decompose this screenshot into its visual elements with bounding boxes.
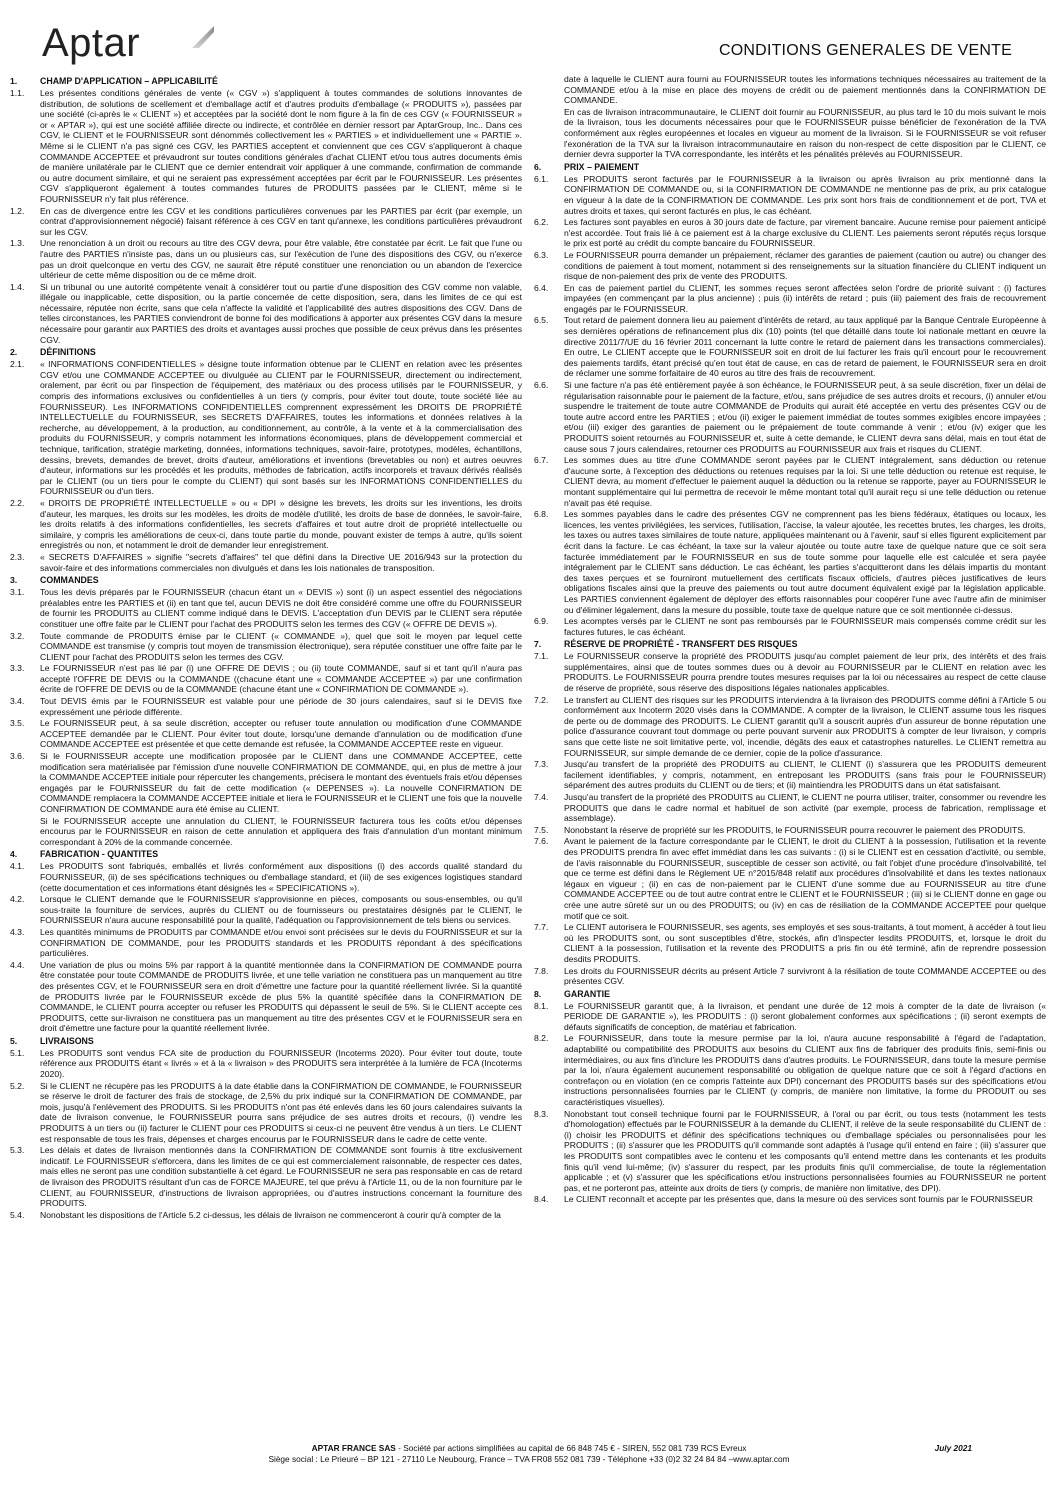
- clause: [10, 960, 522, 1034]
- clause-number: 6.5.: [534, 315, 549, 326]
- clause-text: Les PRODUITS sont fabriqués, emballés et livrés conformément aux dispositions (i) des accords qualité standard du FOURNISSEUR, (ii) de ses spécifications techniques ou d'emballage standard, et (iii) de ses exigences logistiques standard (cette documentation et ces informations étant désignés les « SPECIFICATIONS »).: [40, 861, 522, 893]
- clause-text: Si le FOURNISSEUR accepte une modification proposée par le CLIENT dans une COMMANDE ACCEPTEE, cette modification sera matérialisée par l'émission d'une nouvelle CONFIRMATION DE COMMANDE, qui, en plus de mettre à jour la COMMANDE ACCEPTEE initiale pour répercuter les changements, précisera le montant des éventuels frais et/ou dépenses engagés par le FOURNISSEUR du fait de cette modification (« DEPENSES »). La nouvelle CONFIRMATION DE COMMANDE remplacera la COMMANDE ACCEPTEE initiale et liera le FOURNISSEUR et le CLIENT une fois que la nouvelle CONFIRMATION DE COMMANDE aura été émise au CLIENT.: [40, 751, 522, 814]
- clause: [534, 380, 1046, 454]
- clause-number: 5.: [10, 1035, 18, 1046]
- clause-text: Le transfert au CLIENT des risques sur les PRODUITS interviendra à la livraison des PRODUITS comme défini à l'Article 5 ou conformément aux Incoterm 2020 visés dans la COMMANDE. A compter de la livraison, le CLIENT assume tous les risques de perte ou de dommage des PRODUITS. Le CLIENT garantit qu'il a souscrit auprès d'un assureur de bonne réputation une police d'assurance couvrant tout dommage ou perte pouvant survenir aux PRODUITS à compter de leur livraison, y compris sans que cette liste ne soit limitative perte, vol, incendie, dégâts des eaux et catastrophes naturelles. Le CLIENT remettra au FOURNISSEUR, sur simple demande de ce dernier, copie de la police d'assurance.: [564, 694, 1046, 758]
- clause-text: Nonobstant les dispositions de l'Article 5.2 ci-dessus, les délais de livraison ne commenceront à courir qu'à compter de la: [40, 1209, 501, 1220]
- clause-number: 6.4.: [534, 282, 549, 293]
- clause: [10, 238, 522, 280]
- clause-text: Si le CLIENT ne récupère pas les PRODUITS à la date établie dans la CONFIRMATION DE COMMANDE, le FOURNISSEUR se réserve le droit de facturer des frais de stockage, de 2,5% du prix indiqué sur la CONFIRMATION DE COMMANDE, par mois, jusqu'à l'enlèvement des PRODUITS. Si les PRODUITS n'ont pas été enlevés dans les 60 jours calendaires suivants la date de livraison convenue, le FOURNISSEUR pourra sans préjudice de ses autres droits et recours, (i) vendre les PRODUITS à un tiers ou (ii) facturer le CLIENT pour ces PRODUITS si ceux-ci ne peuvent être vendus à un tiers. Le CLIENT est responsable de tous les frais, dépenses et charges encourus par le FOURNISSEUR dans le cadre de cette vente.: [40, 1080, 522, 1144]
- clause-number: 8.: [534, 988, 542, 999]
- clause-number: 6.2.: [534, 217, 549, 228]
- clause-number: 1.4.: [10, 281, 25, 292]
- clause-number: 6.3.: [534, 249, 549, 260]
- clause-text: Les acomptes versés par le CLIENT ne sont pas remboursés par le FOURNISSEUR mais compensés comme crédit sur les factures futures, le cas échéant.: [564, 616, 1046, 637]
- clause: [534, 825, 1046, 836]
- clause-text: Une renonciation à un droit ou recours au titre des CGV devra, pour être valable, être constatée par écrit. Le fait que l'une ou l'autre des PARTIES n'insiste pas, dans un ou plusieurs cas, sur l'exécution de l'une des dispositions des CGV, ou n'exerce pas un droit quelconque en vertu des CGV, ne saurait être réputé constituer une renonciation ou un abandon de l'exercice ultérieur de cette même disposition ou de ce même droit.: [40, 238, 522, 281]
- body-columns: [10, 74, 1046, 1424]
- clause-number: 3.1.: [10, 587, 25, 598]
- clause: [10, 206, 522, 238]
- clause: [534, 74, 1046, 106]
- clause-text: En cas de paiement partiel du CLIENT, les sommes reçues seront affectées selon l'ordre de priorité suivant : (i) factures impayées (en commençant par la plus ancienne) ; puis (ii) intérêts de retard ; puis (iii) paiement des frais de recouvrement engagés par le FOURNISSEUR.: [564, 282, 1046, 314]
- clause-number: 6.6.: [534, 380, 549, 391]
- clause: [10, 587, 522, 629]
- clause-text: Le CLIENT autorisera le FOURNISSEUR, ses agents, ses employés et ses sous-traitants, à tout moment, à accéder à tout lieu où les PRODUITS sont, ou sont susceptibles d'être, stockés, afin d'inspecter lesdits PRODUITS, et, lorsque le droit du CLIENT à la possession, l'utilisation et la revente des PRODUITS a pris fin ou été terminé, afin de reprendre possession desdits PRODUITS.: [564, 922, 1046, 964]
- clause-text: Avant le paiement de la facture correspondante par le CLIENT, le droit du CLIENT à la possession, l'utilisation et la revente des PRODUITS prendra fin avec effet immédiat dans les cas suivants : (i) si le CLIENT est en cessation d'activité, ou semble, de l'avis raisonnable du FOURNISSEUR, susceptible de cesser son activité, ou fait l'objet d'une procédure d'insolvabilité, tel que ce terme est défini dans le Règlement UE n°2015/848 relatif aux procédures d'insolvabilité et dans les textes nationaux légaux en vigueur ; (ii) en cas de non-paiement par le CLIENT d'une somme due au FOURNISSEUR au titre d'une COMMANDE ACCEPTEE ou de tout autre contrat entre le CLIENT et le FOURNISSEUR ; (iii) si le CLIENT donne en gage ou crée une autre sûreté sur un ou des PRODUITS; ou (iv) en cas de résiliation de la COMMANDE ACCEPTEE pour quelque motif que ce soit.: [564, 836, 1046, 921]
- clause: [10, 631, 522, 663]
- clause-number: 7.4.: [534, 792, 549, 802]
- clause-text: Les PRODUITS seront facturés par le FOURNISSEUR à la livraison ou après livraison au prix mentionné dans la CONFIRMATION DE COMMANDE ou, si la CONFIRMATION DE COMMANDE ne mentionne pas de prix, au prix catalogue en vigueur à la date de la CONFIRMATION DE COMMANDE. Les prix sont hors frais de conditionnement et de port, TVA et autres droits et taxes, qui seront facturés en plus, le cas échéant.: [564, 173, 1046, 216]
- clause-text: Lorsque le CLIENT demande que le FOURNISSEUR s'approvisionne en pièces, composants ou sous-ensembles, ou qu'il sous-traite la fourniture de services, auprès du CLIENT ou de fournisseurs ou prestataires désignés par le CLIENT, le FOURNISSEUR n'aura aucune responsabilité pour la qualité, l'adéquation ou l'approvisionnement de tels biens ou services.: [40, 894, 522, 926]
- footer-company: APTAR FRANCE SAS: [311, 1443, 396, 1453]
- clause-text: Le FOURNISSEUR, dans toute la mesure permise par la loi, n'aura aucune responsabilité à l'égard de l'adaptation, adaptabilité ou compatibilité des PRODUITS aux besoins du CLIENT aux fins de fabriquer des produits finis, semi-finis ou intermédiaires, ou aux fins d'inclure les PRODUITS dans d'autres produits. Le FOURNISSEUR, dans toute la mesure permise par la loi, n'aura également aucunement responsabilité ou obligation de quelque nature que ce soit à l'égard d'actions en contrefaçon ou en violation (en ce compris l'atteinte aux DPI) concernant des PRODUITS basés sur des spécifications et/ou instructions personnalisées fournies par le CLIENT (y compris, de manière non limitative, la forme du PRODUIT ou ses caractéristiques visuelles).: [564, 1033, 1046, 1108]
- clause-number: 3.3.: [10, 663, 25, 674]
- clause-text: Les factures sont payables en euros à 30 jours date de facture, par virement bancaire. Aucune remise pour paiement anticipé n'est accordée. Tout frais lié à ce paiement est à la charge exclusive du CLIENT. Les paiements seront réputés reçus lorsque le prix est porté au crédit du compte bancaire du FOURNISSEUR.: [564, 217, 1046, 249]
- clause-number: 4.1.: [10, 861, 25, 872]
- clause-number: 6.1.: [534, 173, 549, 184]
- clause: [10, 927, 522, 959]
- clause-number: 3.: [10, 575, 18, 586]
- clause-number: 2.1.: [10, 359, 25, 370]
- clause-number: 7.: [534, 639, 542, 650]
- clause-number: 5.2.: [10, 1080, 25, 1091]
- clause: [534, 695, 1046, 759]
- clause-text: Si le FOURNISSEUR accepte une annulation du CLIENT, le FOURNISSEUR facturera tous les coûts et/ou dépenses encourus par le FOURNISSEUR en raison de cette annulation et appliquera des frais d'annulation d'un montant minimum correspondant à 20% de la commande concernée.: [40, 815, 522, 847]
- clause: [10, 1210, 522, 1221]
- aptar-logo: [42, 20, 222, 66]
- clause: [534, 1033, 1046, 1107]
- clause: [534, 283, 1046, 315]
- clause-text: Une variation de plus ou moins 5% par rapport à la quantité mentionnée dans la CONFIRMATION DE COMMANDE pourra être constatée pour toute COMMANDE de PRODUITS livrée, et une telle variation ne constituera pas un manquement au titre des présentes CGV, et le FOURNISSEUR sera en droit d'émettre une facture pour la quantité réellement livrée. Si la quantité de PRODUITS livrée par le FOURNISSEUR excède de plus 5% la quantité spécifiée dans la CONFIRMATION DE COMMANDE, le CLIENT pourra accepter ou refuser les PRODUITS qui dépassent le seuil de 5%. Si le CLIENT accepte ces PRODUITS, cette sur-livraison ne constituera pas un manquement au titre des présentes CGV et le FOURNISSEUR sera en droit d'émettre une facture pour la quantité réellement livrée.: [40, 959, 522, 1034]
- section-title: COMMANDES: [40, 575, 99, 586]
- clause-number: 7.2.: [534, 694, 549, 705]
- clause-text: Les présentes conditions générales de vente (« CGV ») s'appliquent à toutes commandes de solutions innovantes de distribution, de solutions de scellement et d'emballage actif et d'autres produits d'emballage (« PRODUITS »), passées par une société (ci-après le « CLIENT ») et acceptées par la société dont le nom figure à la fin de ces CGV (« FOURNISSEUR » or « APTAR »), qui est une société affiliée directe ou indirecte, et contrôlée en dernier ressort par AptarGroup, Inc.. Dans ces CGV, le CLIENT et le FOURNISSEUR sont dénommés collectivement les « PARTIES » et individuellement une « PARTIE ». Même si le CLIENT n'a pas signé ces CGV, les PARTIES acceptent et conviennent que ces CGV s'appliqueront à chaque COMMANDE ACCEPTEE et prévaudront sur toutes conditions générales d'achat CLIENT et/ou tous autres documents émis de manière unilatérale par le CLIENT que ce dernier entendrait voir appliquer à une commande, confirmation de commande ou autre document similaire, et qui ne seraient pas expressément acceptées par écrit par le FOURNISSEUR. Les présentes CGV s'appliqueront également à toutes commandes futures de PRODUITS passées par le CLIENT, même si le FOURNISSEUR n'y fait plus référence.: [40, 88, 522, 204]
- clause: [10, 1145, 522, 1209]
- clause: [534, 966, 1046, 987]
- clause-number: 8.3.: [534, 1108, 549, 1119]
- left-column: [10, 74, 522, 1424]
- clause-number: 2.: [10, 347, 18, 358]
- logo-swoosh-icon: [190, 24, 216, 50]
- clause-number: 1.2.: [10, 205, 25, 216]
- clause-text: Les sommes payables dans le cadre des présentes CGV ne comprennent pas les biens fédéraux, étatiques ou locaux, les licences, les ventes privilégiées, les services, l'utilisation, l'accise, la valeur ajoutée, les recettes brutes, les charges, les droits, les taxes ou autres taxes similaires de toute nature, appliquées maintenant ou à l'avenir, sauf si elles figurent explicitement par écrit dans la facture. Le cas échéant, la taxe sur la valeur ajoutée ou toute autre taxe de quelque nature que ce soit sera facturée immédiatement par le FOURNISSEUR en sus de toute somme pour laquelle elle est calculée et sera payée intégralement par le CLIENT sans déduction. Le cas échéant, les parties s'acquitteront dans les délais impartis du montant des taxes perçues et se fourniront mutuellement des certificats fiscaux officiels, d'autres pièces justificatives de leurs obligations fiscales ainsi que la preuve des paiements ou tout autre document équivalent exigé par la législation applicable. Les PARTIES conviennent également de déployer des efforts raisonnables pour coopérer l'une avec l'autre afin de minimiser ou d'éliminer légalement, dans la mesure du possible, toute taxe de quelque nature que ce soit mentionnée ci-dessus.: [564, 509, 1046, 615]
- clause-number: 3.4.: [10, 696, 25, 707]
- clause-number: 4.3.: [10, 926, 25, 937]
- clause: [10, 498, 522, 551]
- clause-number: 3.6.: [10, 751, 25, 762]
- clause-text: Toute commande de PRODUITS émise par le CLIENT (« COMMANDE »), quel que soit le moyen par lequel cette COMMANDE est transmise (y compris tout moyen de transmission électronique), sera réputée constituer une offre faite par le CLIENT pour l'achat des PRODUITS selon les termes des CGV.: [40, 630, 522, 662]
- clause-number: 7.5.: [534, 824, 549, 835]
- clause: [534, 1109, 1046, 1194]
- clause-text: « SECRETS D'AFFAIRES » signifie "secrets d'affaires" tel que défini dans la Directive UE 2016/943 sur la protection du savoir-faire et des informations commerciales non divulgués et dans les lois nationales de transposition.: [40, 551, 522, 573]
- clause: [534, 1194, 1046, 1205]
- section-title: CHAMP D'APPLICATION – APPLICABILITÉ: [40, 76, 218, 86]
- clause-number: 1.3.: [10, 238, 25, 249]
- clause-text: date à laquelle le CLIENT aura fourni au FOURNISSEUR toutes les informations techniques nécessaires au traitement de la COMMANDE et/ou à la mise en place des moyens de crédit ou de paiement mentionnés dans la CONFIRMATION DE COMMANDE.: [564, 74, 1046, 106]
- clause-number: 6.: [534, 161, 542, 172]
- clause: [534, 315, 1046, 379]
- clause: [534, 759, 1046, 791]
- section-title: GARANTIE: [564, 988, 610, 999]
- clause-text: Les délais et dates de livraison mentionnés dans la CONFIRMATION DE COMMANDE sont fournis à titre exclusivement indicatif. Le FOURNISSEUR s'efforcera, dans les limites de ce qui est commercialement raisonnable, de respecter ces dates, mais elles ne seront pas une condition substantielle à cet égard. Le FOURNISSEUR ne sera pas responsable en cas de retard de livraison des PRODUITS résultant d'un cas de FORCE MAJEURE, tel que prévu à l'Article 11, ou de la non fourniture par le CLIENT, au FOURNISSEUR, d'instructions de livraison appropriées, ou d'autres instructions concernant la fourniture des PRODUITS.: [40, 1145, 522, 1209]
- clause-text: Nonobstant la réserve de propriété sur les PRODUITS, le FOURNISSEUR pourra recouvrer le paiement des PRODUITS.: [564, 824, 1026, 835]
- clause-text: Le FOURNISSEUR conserve la propriété des PRODUITS jusqu'au complet paiement de leur prix, des intérêts et des frais supplémentaires, ainsi que de toutes sommes dues ou à devoir au FOURNISSEUR par le CLIENT en relation avec les PRODUITS. Le FOURNISSEUR pourra prendre toutes mesures requises par la loi ou nécessaires au respect de cette clause de réserve de propriété, sous réserve des dispositions légales nationales applicables.: [564, 651, 1046, 694]
- clause: [10, 816, 522, 848]
- clause-number: 7.8.: [534, 965, 549, 976]
- footer-date: July 2021: [934, 1443, 972, 1453]
- section-title: DÉFINITIONS: [40, 347, 96, 358]
- clause: [10, 663, 522, 695]
- clause-number: 3.2.: [10, 630, 25, 641]
- clause-text: Les droits du FOURNISSEUR décrits au présent Article 7 survivront à la résiliation de toute COMMANDE ACCEPTEE ou des présentes CGV.: [564, 965, 1046, 987]
- clause: [10, 552, 522, 573]
- clause-number: 3.5.: [10, 718, 25, 729]
- footer-address-line: Siège social : Le Prieuré – BP 121 - 27110 Le Neubourg, France – TVA FR08 552 081 739 - Téléphone +33 (0)2 32 24 84 84 –www.aptar.com: [268, 1454, 790, 1464]
- clause: [534, 792, 1046, 824]
- section-heading: [10, 575, 522, 586]
- clause-text: Le FOURNISSEUR pourra demander un prépaiement, réclamer des garanties de paiement (caution ou autre) ou changer des conditions de paiement à tout moment, notamment si des renseignements sur la situation financière du CLIENT indiquent un risque de non-paiement des prix de vente des PRODUITS.: [564, 249, 1046, 282]
- clause-text: Les sommes dues au titre d'une COMMANDE seront payées par le CLIENT intégralement, sans déduction ou retenue d'aucune sorte, à l'exception des déductions ou retenues requises par la loi. Si une telle déduction ou retenue est requise, le CLIENT devra, au moment d'effectuer le paiement auquel la déduction ou la retenue se rapporte, payer au FOURNISSEUR le montant supplémentaire qui lui permettra de recevoir le même montant total qu'il aurait reçu si une telle déduction ou retenue n'avait pas été requise.: [564, 455, 1046, 508]
- clause-text: En cas de divergence entre les CGV et les conditions particulières convenues par les PARTIES par écrit (par exemple, un contrat d'approvisionnement négocié) faisant référence à ces CGV en tant qu'annexe, les conditions particulières prévaudront sur les CGV.: [40, 205, 522, 237]
- clause-number: 7.6.: [534, 836, 549, 847]
- clause-text: Les PRODUITS sont vendus FCA site de production du FOURNISSEUR (Incoterms 2020). Pour éviter tout doute, toute référence aux PRODUITS étant « livrés » et à la « livraison » des PRODUITS sera interprétée à la lumière de FCA (Incoterms 2020).: [40, 1047, 522, 1080]
- clause: [534, 107, 1046, 160]
- clause: [10, 718, 522, 750]
- clause-text: « DROITS DE PROPRIÉTÉ INTELLECTUELLE » ou « DPI » désigne les brevets, les droits sur les inventions, les droits d'auteur, les marques, les droits sur les modèles, les droits de modèle d'utilité, les droits de base de données, le savoir-faire, les droits relatifs à des informations confidentielles, les secrets d'affaires et tout autre droit de propriété intellectuelle ou similaire, y compris les améliorations de ceux-ci, dans toute partie du monde, pouvant exister de temps à autre, qu'ils soient enregistrés ou non, et notamment le droit de demander leur enregistrement.: [40, 497, 522, 551]
- section-heading: [10, 1036, 522, 1047]
- clause-text: Nonobstant tout conseil technique fourni par le FOURNISSEUR, à l'oral ou par écrit, ou tous tests (notamment les tests d'homologation) effectués par le FOURNISSEUR à la demande du CLIENT, il relève de la seule responsabilité du CLIENT de : (i) choisir les PRODUITS et définir des spécifications techniques ou d'emballage spéciales ou personnalisées pour les PRODUITS ; (ii) s'assurer que les PRODUITS qu'il commande sont adaptés à l'usage qu'il entend en faire ; (iii) s'assurer que les PRODUITS sont compatibles avec le contenu et les composants qu'il entend mettre dans les contenants et les produits finis qu'il vend lui-même; (iv) s'assurer du respect, par les produits finis qu'il commercialise, de toute la réglementation applicable ; et (v) s'assurer que les spécifications et/ou instructions personnalisées fournies au FOURNISSEUR ne portent pas, et ne porteront pas, atteinte aux droits de tiers (y compris, de manière non limitative, des DPI).: [564, 1108, 1046, 1193]
- clause-number: 4.2.: [10, 894, 25, 905]
- section-title: PRIX – PAIEMENT: [564, 161, 640, 172]
- clause-text: En cas de livraison intracommunautaire, le CLIENT doit fournir au FOURNISSEUR, au plus tard le 10 du mois suivant le mois de la livraison, tous les documents nécessaires pour que le FOURNISSEUR puisse bénéficier de l'exonération de la TVA conformément aux règles européennes et locales en vigueur au moment de la livraison. Si le FOURNISSEUR se voit refuser l'exonération de la TVA sur la livraison intracommunautaire en raison du non-respect de cette disposition par le CLIENT, ce dernier devra supporter la TVA correspondante, les intérêts et les pénalités prélevés au FOURNISSEUR.: [564, 106, 1046, 160]
- section-title: FABRICATION - QUANTITES: [40, 849, 159, 860]
- clause-text: Les quantités minimums de PRODUITS par COMMANDE et/ou envoi sont précisées sur le devis du FOURNISSEUR et sur la CONFIRMATION DE COMMANDE, pour les PRODUITS standards et les PRODUITS répondant à des spécifications particulières.: [40, 926, 522, 959]
- clause-text: Le FOURNISSEUR n'est pas lié par (i) une OFFRE DE DEVIS ; ou (ii) toute COMMANDE, sauf si et tant qu'il n'aura pas accepté l'OFFRE DE DEVIS ou la COMMANDE ((chacune étant une « COMMANDE ACCEPTEE ») par une confirmation écrite de l'OFFRE DE DEVIS ou de la COMMANDE (chacune étant une « CONFIRMATION DE COMMANDE »).: [40, 663, 522, 695]
- clause: [534, 250, 1046, 282]
- clause: [10, 1081, 522, 1145]
- clause-number: 5.3.: [10, 1145, 25, 1156]
- clause-number: 7.1.: [534, 651, 549, 662]
- section-heading: [10, 849, 522, 860]
- clause: [10, 282, 522, 346]
- clause-text: Tout DEVIS émis par le FOURNISSEUR est valable pour une période de 30 jours calendaires, sauf si le DEVIS fixe expressément une période différente.: [40, 696, 522, 717]
- clause-text: « INFORMATIONS CONFIDENTIELLES » désigne toute information obtenue par le CLIENT en relation avec les présentes CGV et/ou une COMMANDE ACCEPTEE ou divulguée au CLIENT par le FOURNISSEUR, directement ou indirectement, oralement, par écrit ou par l'inspection de l'équipement, des matériaux ou des process utilisés par le FOURNISSEUR, y compris des informations exclusives ou confidentielles à un tiers (y compris, pour éviter tout doute, toute société liée au FOURNISSEUR). Les INFORMATIONS CONFIDENTIELLES comprennent expressément les DROITS DE PROPRIÉTÉ INTELLECTUELLE du FOURNISSEUR, ses SECRETS D'AFFAIRES, toutes les informations et données relatives à la recherche, au développement, à la production, au conditionnement, au contrôle, à la vente et à la commercialisation des produits du FOURNISSEUR, y compris notamment les informations économiques, plans de développement commercial et technique, tarification, stratégie marketing, données, informations techniques, savoir-faire, prototypes, modèles, échantillons, dessins, brevets, demandes de brevet, droits d'auteur, améliorations et inventions (brevetables ou non) et autres oeuvres d'auteur, informations sur les procédés et les produits, méthodes de fabrication, actifs incorporels et travaux dérivés réalisés par le CLIENT (ou un tiers pour le compte du CLIENT) qui sont basés sur les INFORMATIONS CONFIDENTIELLES du FOURNISSEUR ou d'un tiers.: [40, 359, 522, 497]
- clause-text: Si une facture n'a pas été entièrement payée à son échéance, le FOURNISSEUR peut, à sa seule discrétion, fixer un délai de régularisation raisonnable pour le paiement de la facture, et/ou, sans préjudice de ses autres droits et recours, (i) annuler et/ou suspendre le traitement de toute autre COMMANDE de Produits qui aurait été acceptée en vertu des présentes CGV ou de toute autre accord entre les PARTIES ; et/ou (ii) exiger le paiement immédiat de toutes sommes exigibles encore impayées ; et/ou (iii) exiger des garanties de paiement ou le prépaiement de toute commande à venir ; et/ou (iv) exiger que les PRODUITS soient retournés au FOURNISSEUR et, suite à cette demande, le CLIENT devra sans délai, mais en tout état de cause sous 7 jours calendaires, retourner ces PRODUITS au FOURNISSEUR aux frais et risques du CLIENT.: [564, 380, 1046, 454]
- clause-number: 5.4.: [10, 1209, 25, 1220]
- clause-number: 6.9.: [534, 616, 549, 627]
- clause: [10, 861, 522, 893]
- section-heading: [534, 162, 1046, 173]
- section-heading: [10, 347, 522, 358]
- clause-number: 7.7.: [534, 922, 549, 933]
- clause-number: 7.3.: [534, 759, 549, 770]
- clause: [534, 174, 1046, 216]
- clause-text: Le FOURNISSEUR peut, à sa seule discrétion, accepter ou refuser toute annulation ou modification d'une COMMANDE ACCEPTEE demandée par le CLIENT. Pour éviter tout doute, lorsqu'une demande d'annulation ou de modification d'une COMMANDE ACCEPTEE est présentée et que cette demande est refusée, la COMMANDE ACCEPTEE reste en vigueur.: [40, 718, 522, 750]
- right-column: [534, 74, 1046, 1424]
- clause-text: Tous les devis préparés par le FOURNISSEUR (chacun étant un « DEVIS ») sont (i) un aspect essentiel des négociations préalables entre les PARTIES et (ii) en tant que tel, aucun DEVIS ne doit être considéré comme une offre du FOURNISSEUR de fournir les PRODUITS au CLIENT comme indiqué dans le DEVIS. L'acceptation d'un DEVIS par le CLIENT sera réputée constituer une offre faite par le CLIENT pour l'achat des PRODUITS selon les termes des CGV (« OFFRE DE DEVIS »).: [40, 587, 522, 629]
- clause-number: 2.3.: [10, 551, 25, 562]
- clause: [534, 836, 1046, 921]
- clause-text: Jusqu'au transfert de la propriété des PRODUITS au CLIENT, le CLIENT ne pourra utiliser, traiter, consommer ou revendre les PRODUITS que dans le cadre normal et habituel de son activité (par exemple, process de fabrication, remplissage et assemblage).: [564, 792, 1046, 824]
- clause-number: 6.8.: [534, 509, 549, 520]
- clause: [10, 894, 522, 926]
- clause-number: 2.2.: [10, 497, 25, 508]
- clause-number: 1.1.: [10, 88, 25, 98]
- section-heading: [534, 989, 1046, 1000]
- clause-number: 4.: [10, 849, 18, 860]
- document-title: CONDITIONS GENERALES DE VENTE: [719, 42, 1012, 59]
- clause: [10, 359, 522, 497]
- clause-text: Si un tribunal ou une autorité compétente venait à considérer tout ou partie d'une disposition des CGV comme non valable, illégale ou inapplicable, cette disposition, ou la partie concernée de cette disposition, sera, dans les limites de ce qui est nécessaire, réputée non écrite, sans que cela n'affecte la validité et l'applicabilité des autres dispositions des CGV. Dans de telles circonstances, les PARTIES conviendront de bonne foi des modifications à apporter aux présentes CGV dans la mesure nécessaire pour garantir aux PARTIES des droits et avantages aussi proches que possible de ceux prévus dans les présentes CGV.: [40, 281, 522, 345]
- clause-number: 8.4.: [534, 1194, 549, 1205]
- clause-number: 8.2.: [534, 1033, 549, 1044]
- clause-text: Le CLIENT reconnaît et accepte par les présentes que, dans la mesure où des services sont fournis par le FOURNISSEUR: [564, 1194, 1033, 1205]
- clause: [534, 217, 1046, 249]
- clause-number: 5.1.: [10, 1047, 25, 1058]
- clause-number: 8.1.: [534, 1000, 549, 1011]
- clause-text: Le FOURNISSEUR garantit que, à la livraison, et pendant une durée de 12 mois à compter de la date de livraison (« PERIODE DE GARANTIE »), les PRODUITS : (i) seront globalement conformes aux spécifications ; (ii) seront exempts de défauts significatifs de conception, de matériau et fabrication.: [564, 1000, 1046, 1032]
- clause: [534, 509, 1046, 615]
- clause: [534, 651, 1046, 693]
- clause: [534, 455, 1046, 508]
- page-footer: [0, 1443, 1058, 1465]
- clause: [10, 751, 522, 815]
- footer-legal-line: [0, 1443, 1058, 1454]
- logo-wordmark: Aptar: [42, 21, 141, 65]
- clause-text: Jusqu'au transfert de la propriété des PRODUITS au CLIENT, le CLIENT (i) s'assurera que les PRODUITS demeurent facilement identifiables, y compris, notamment, en entreposant les PRODUITS (sans frais pour le FOURNISSEUR) séparément des autres produits du CLIENT ou de tiers; et (ii) maintiendra les PRODUITS dans un état satisfaisant.: [564, 759, 1046, 791]
- clause: [10, 696, 522, 717]
- clause: [534, 1001, 1046, 1033]
- clause: [10, 1048, 522, 1080]
- clause-number: 4.4.: [10, 959, 25, 970]
- clause-text: Tout retard de paiement donnera lieu au paiement d'intérêts de retard, au taux appliqué par la Banque Centrale Européenne à ses dernières opérations de refinancement plus dix (10) points (tel que détaillé dans toute loi nationale mettant en œuvre la directive 2011/7/UE du 16 février 2011 concernant la lutte contre le retard de paiement dans les transactions commerciales). En outre, Le CLIENT accepte que le FOURNISSEUR soit en droit de lui facturer les frais qu'il encourt pour le recouvrement des paiements tardifs, étant précisé qu'en tout état de cause, en cas de retard de paiement, le FOURNISSEUR sera en droit de réclamer une somme forfaitaire de 40 euros au titre des frais de recouvrement.: [564, 315, 1046, 379]
- section-title: LIVRAISONS: [40, 1035, 94, 1046]
- clause: [10, 88, 522, 205]
- section-heading: [10, 76, 522, 87]
- clause: [534, 922, 1046, 964]
- clause: [534, 616, 1046, 637]
- clause-number: 1.: [10, 76, 18, 86]
- clause-number: 6.7.: [534, 455, 549, 466]
- footer-legal-text: - Société par actions simplifiées au capital de 66 848 745 € - SIREN, 552 081 739 RCS Evreux: [395, 1443, 747, 1453]
- section-title: RÉSERVE DE PROPRIÉTÉ - TRANSFERT DES RISQUES: [564, 639, 798, 650]
- section-heading: [534, 639, 1046, 650]
